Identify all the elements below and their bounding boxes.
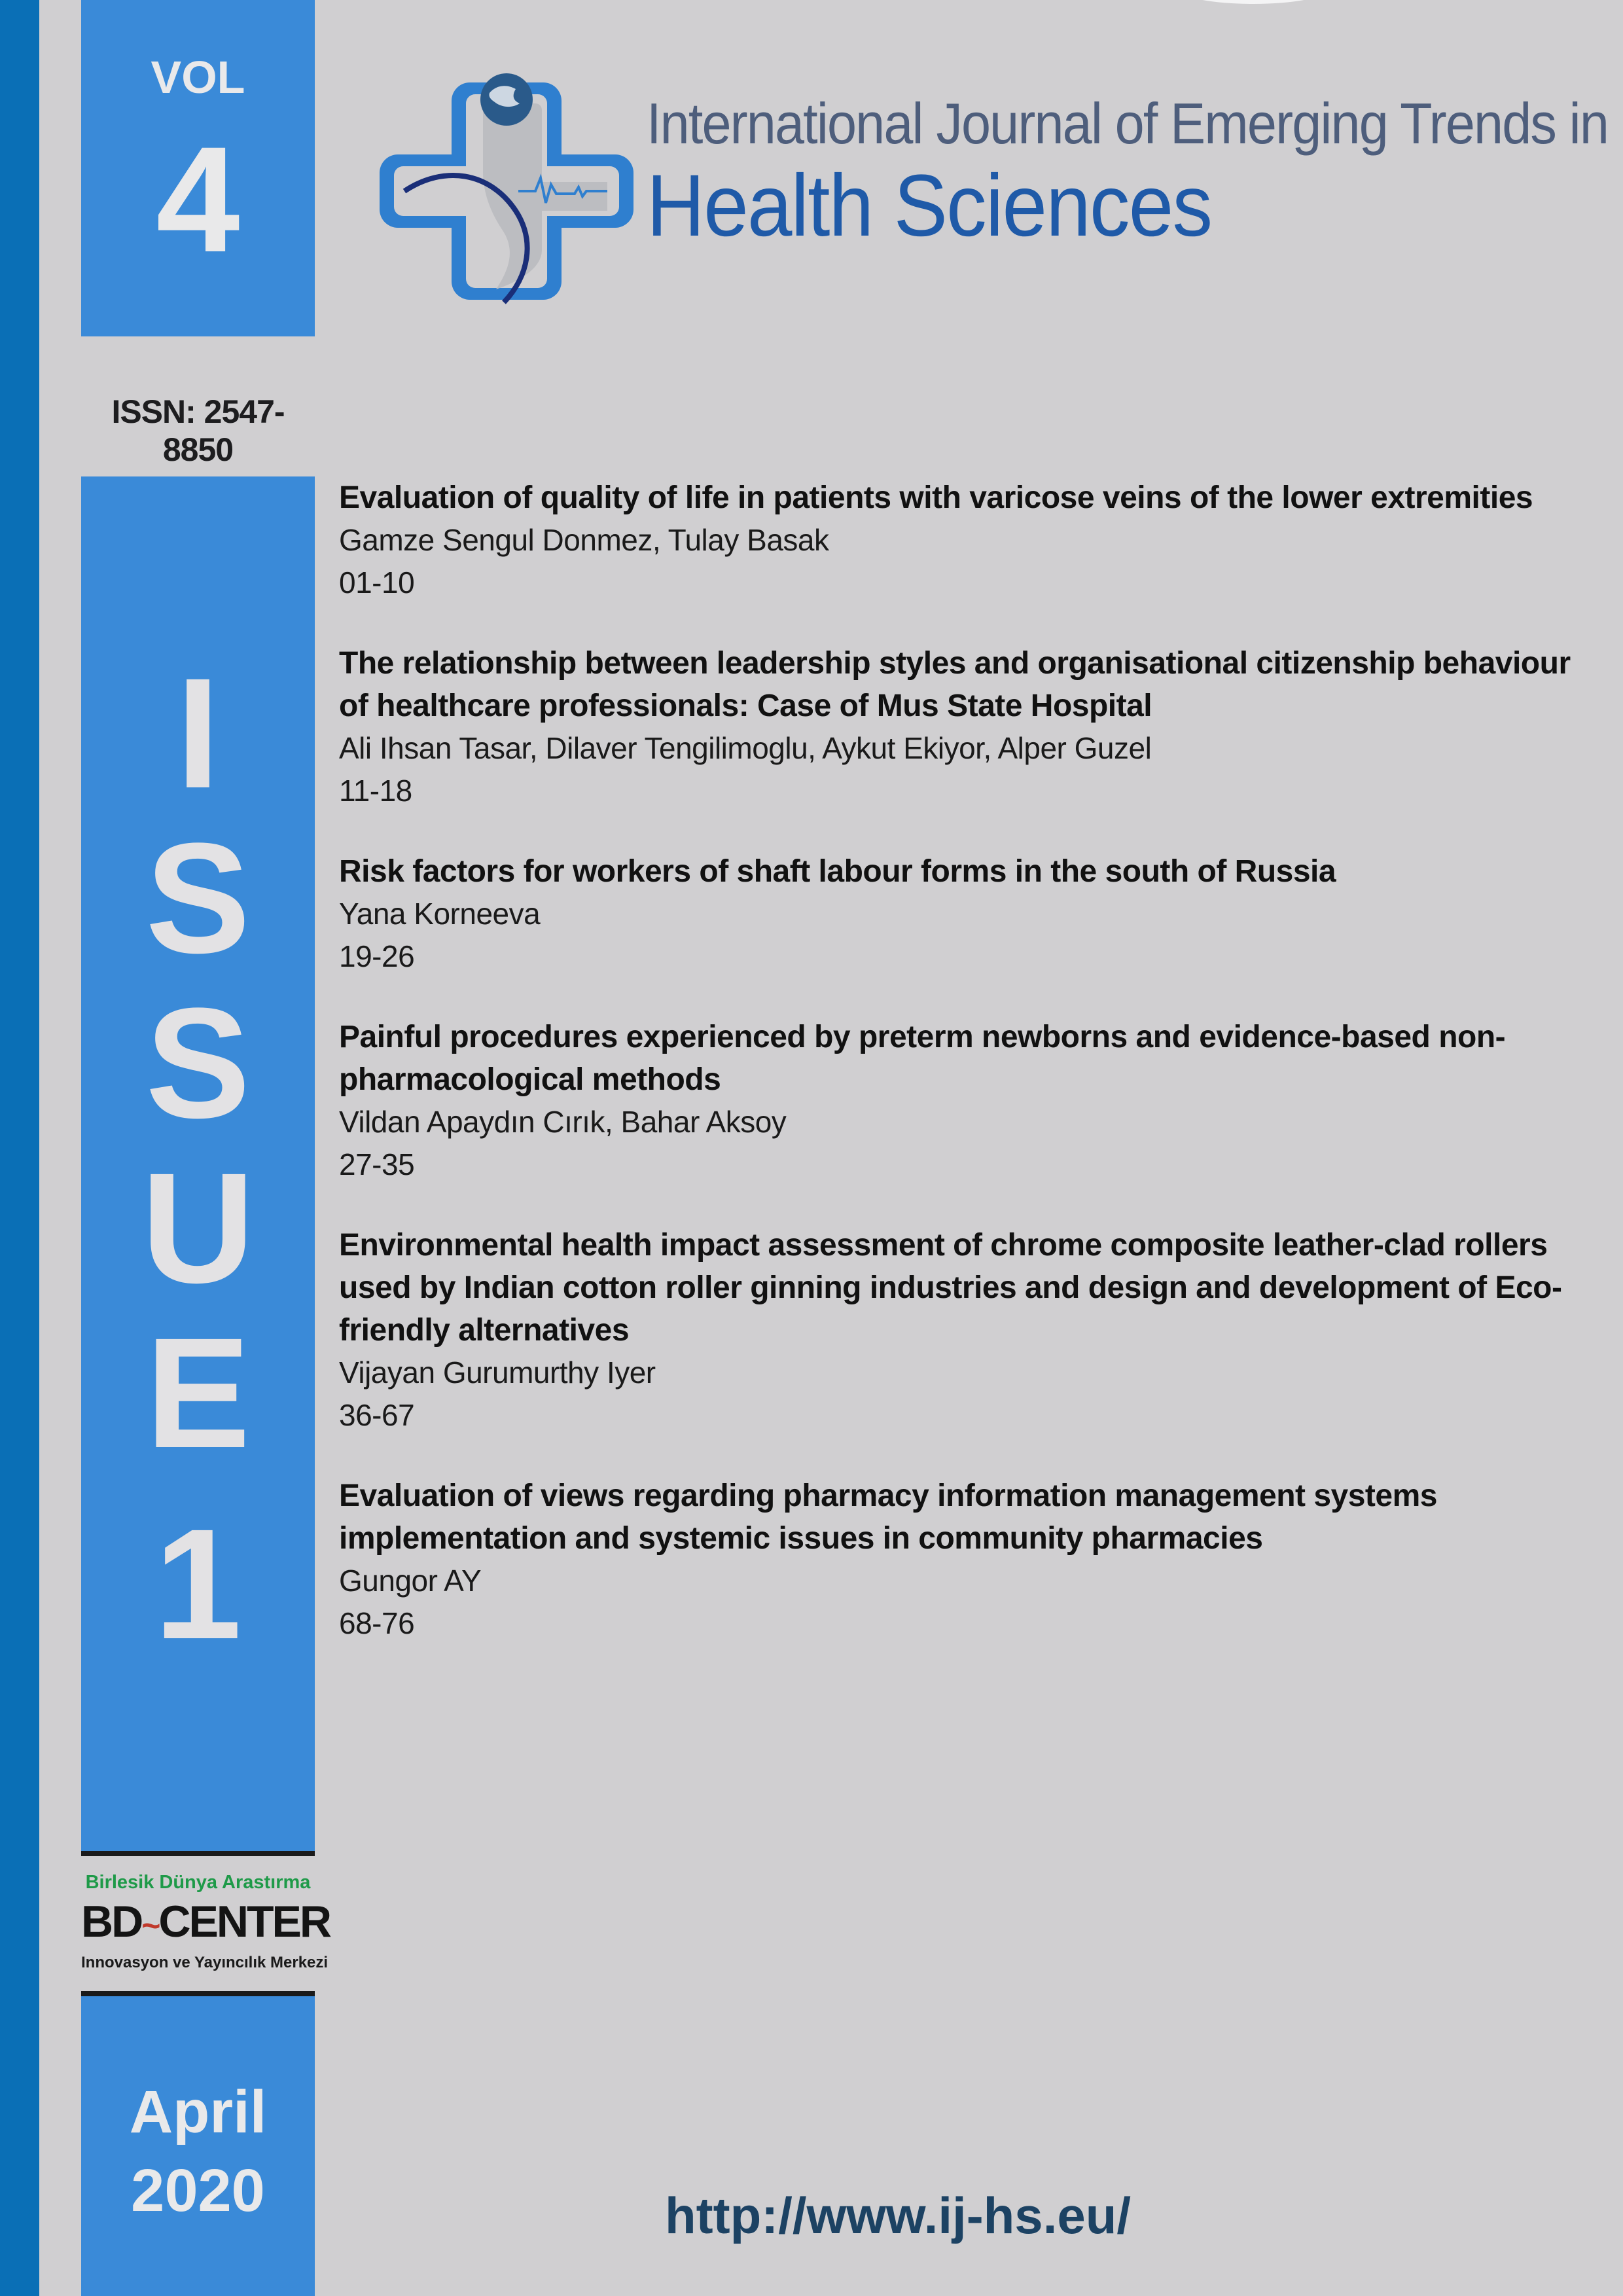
publisher-name-left: BD (81, 1897, 142, 1946)
publisher-name-right: CENTER (158, 1897, 330, 1946)
issue-letter-s2: S (145, 975, 251, 1151)
medical-cross-globe-heartbeat-icon (378, 63, 635, 319)
article-title: The relationship between leadership styles and organisational citizenship behaviour of healthcare professionals: Case of Mus State Hospital (339, 646, 1571, 723)
publisher-top-line: Birlesik Dünya Arastırma (85, 1872, 311, 1893)
issue-month: April (129, 2079, 267, 2145)
article-entry (339, 476, 1596, 604)
volume-label: VOL (151, 52, 245, 103)
publisher-bottom-line: Innovasyon ve Yayıncılık Merkezi (81, 1954, 329, 1971)
volume-number: 4 (156, 115, 240, 283)
issue-year: 2020 (131, 2157, 265, 2224)
article-title: Painful procedures experienced by preterm newborns and evidence-based non-pharmacological methods (339, 1020, 1506, 1097)
article-pages: 68-76 (339, 1606, 415, 1640)
article-title: Risk factors for workers of shaft labour forms in the south of Russia (339, 854, 1336, 889)
article-title: Evaluation of quality of life in patients with varicose veins of the lower extremities (339, 480, 1533, 515)
article-entry (339, 642, 1596, 812)
journal-title-line1: International Journal of Emerging Trends in (647, 91, 1609, 156)
publisher-logo (81, 1851, 330, 1996)
journal-title-line2: Health Sciences (647, 157, 1212, 255)
article-pages: 11-18 (339, 774, 412, 808)
decorative-arc (1178, 0, 1329, 4)
issue-letter-s1: S (145, 810, 251, 986)
issn-label: ISSN: 2547-8850 (111, 393, 285, 468)
article-authors: Vijayan Gurumurthy Iyer (339, 1355, 656, 1390)
article-entry (339, 850, 1596, 978)
article-pages: 01-10 (339, 565, 415, 600)
article-entry (339, 1475, 1596, 1645)
article-pages: 19-26 (339, 939, 415, 973)
publisher-swirl-icon: ~ (141, 1907, 159, 1944)
article-entry (339, 1016, 1596, 1186)
article-pages: 27-35 (339, 1147, 415, 1181)
article-authors: Ali Ihsan Tasar, Dilaver Tengilimoglu, Aykut Ekiyor, Alper Guzel (339, 731, 1152, 765)
article-pages: 36-67 (339, 1398, 415, 1432)
article-title: Evaluation of views regarding pharmacy information management systems implementation and systemic issues in community pharmacies (339, 1479, 1437, 1556)
article-authors: Gungor AY (339, 1564, 482, 1598)
table-of-contents (339, 476, 1596, 1683)
article-title: Environmental health impact assessment of chrome composite leather-clad rollers used by Indian cotton roller ginning industries and design and development of Eco-friendly alternatives (339, 1228, 1562, 1348)
issue-letter-e: E (145, 1305, 251, 1480)
article-entry (339, 1224, 1596, 1437)
issue-letter-u: U (141, 1140, 255, 1316)
edge-stripe (0, 0, 39, 2296)
article-authors: Yana Korneeva (339, 897, 541, 931)
issue-number: 1 (154, 1496, 242, 1672)
article-authors: Vildan Apaydın Cırık, Bahar Aksoy (339, 1105, 787, 1139)
publisher-name (81, 1896, 330, 1951)
issue-letter-i: I (176, 645, 220, 821)
journal-website-link[interactable]: http://www.ij-hs.eu/ (665, 2187, 1132, 2244)
article-authors: Gamze Sengul Donmez, Tulay Basak (339, 523, 829, 557)
